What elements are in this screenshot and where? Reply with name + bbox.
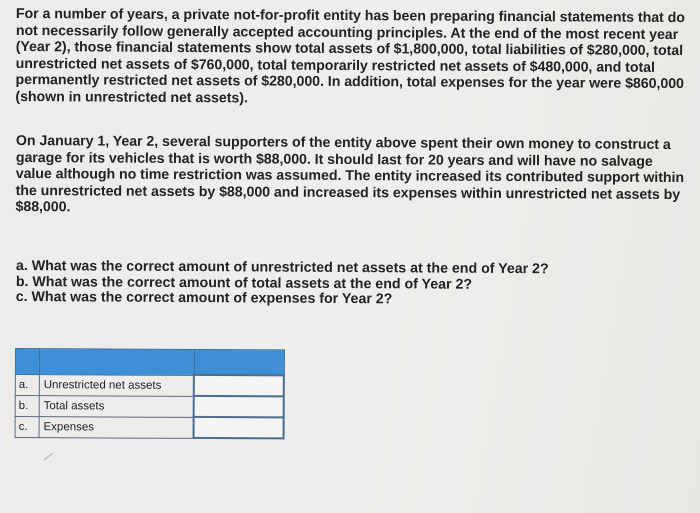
problem-paragraph-1: For a number of years, a private not-for-profit entity has been preparing financial statements that do not necessarily follow generally accepted accounting principles. At the end of the most recent year (Year 2), those financial statements show total assets of $1,800,000, total liabilities of $280,000, total unrestricted net assets of $760,000, total temporarily restricted net assets of $480,000, and total permanently restricted net assets of $280,000. In addition, total expenses for the year were $860,000 (shown in unrestricted net assets). [15,6,685,107]
row-label: Expenses [39,416,194,438]
answer-input-total-assets[interactable] [195,396,287,417]
question-c: c. What was the correct amount of expenses for Year 2? [15,288,393,308]
pen-mark-icon [42,450,56,462]
row-letter: c. [15,416,39,437]
answer-table-header [15,349,284,376]
answer-cell-unrestricted-net-assets[interactable] [194,375,284,396]
table-row [15,416,284,438]
answer-cell-expenses[interactable] [194,417,284,438]
row-letter: b. [15,395,39,416]
problem-paragraph-2: On January 1, Year 2, several supporters of the entity above spent their own money to construct a garage for its vehicles that is worth $88,000. It should last for 20 years and will have no salvage value although no time restriction was assumed. The entity increased its contributed support within the unrestricted net assets by $88,000 and increased its expenses within unrestricted net assets by $88,000. [15,133,685,216]
question-list [16,259,688,310]
question-b: b. What was the correct amount of total assets at the end of Year 2? [15,273,473,293]
row-label: Unrestricted net assets [39,374,194,396]
answer-cell-total-assets[interactable] [194,396,284,417]
table-row [15,395,284,417]
answer-input-unrestricted-net-assets[interactable] [195,375,287,396]
question-a: a. What was the correct amount of unrestricted net assets at the end of Year 2? [15,258,549,278]
row-letter: a. [15,374,39,395]
row-label: Total assets [39,395,194,417]
table-row [15,374,284,396]
answer-table [15,348,285,439]
answer-input-expenses[interactable] [195,417,287,438]
